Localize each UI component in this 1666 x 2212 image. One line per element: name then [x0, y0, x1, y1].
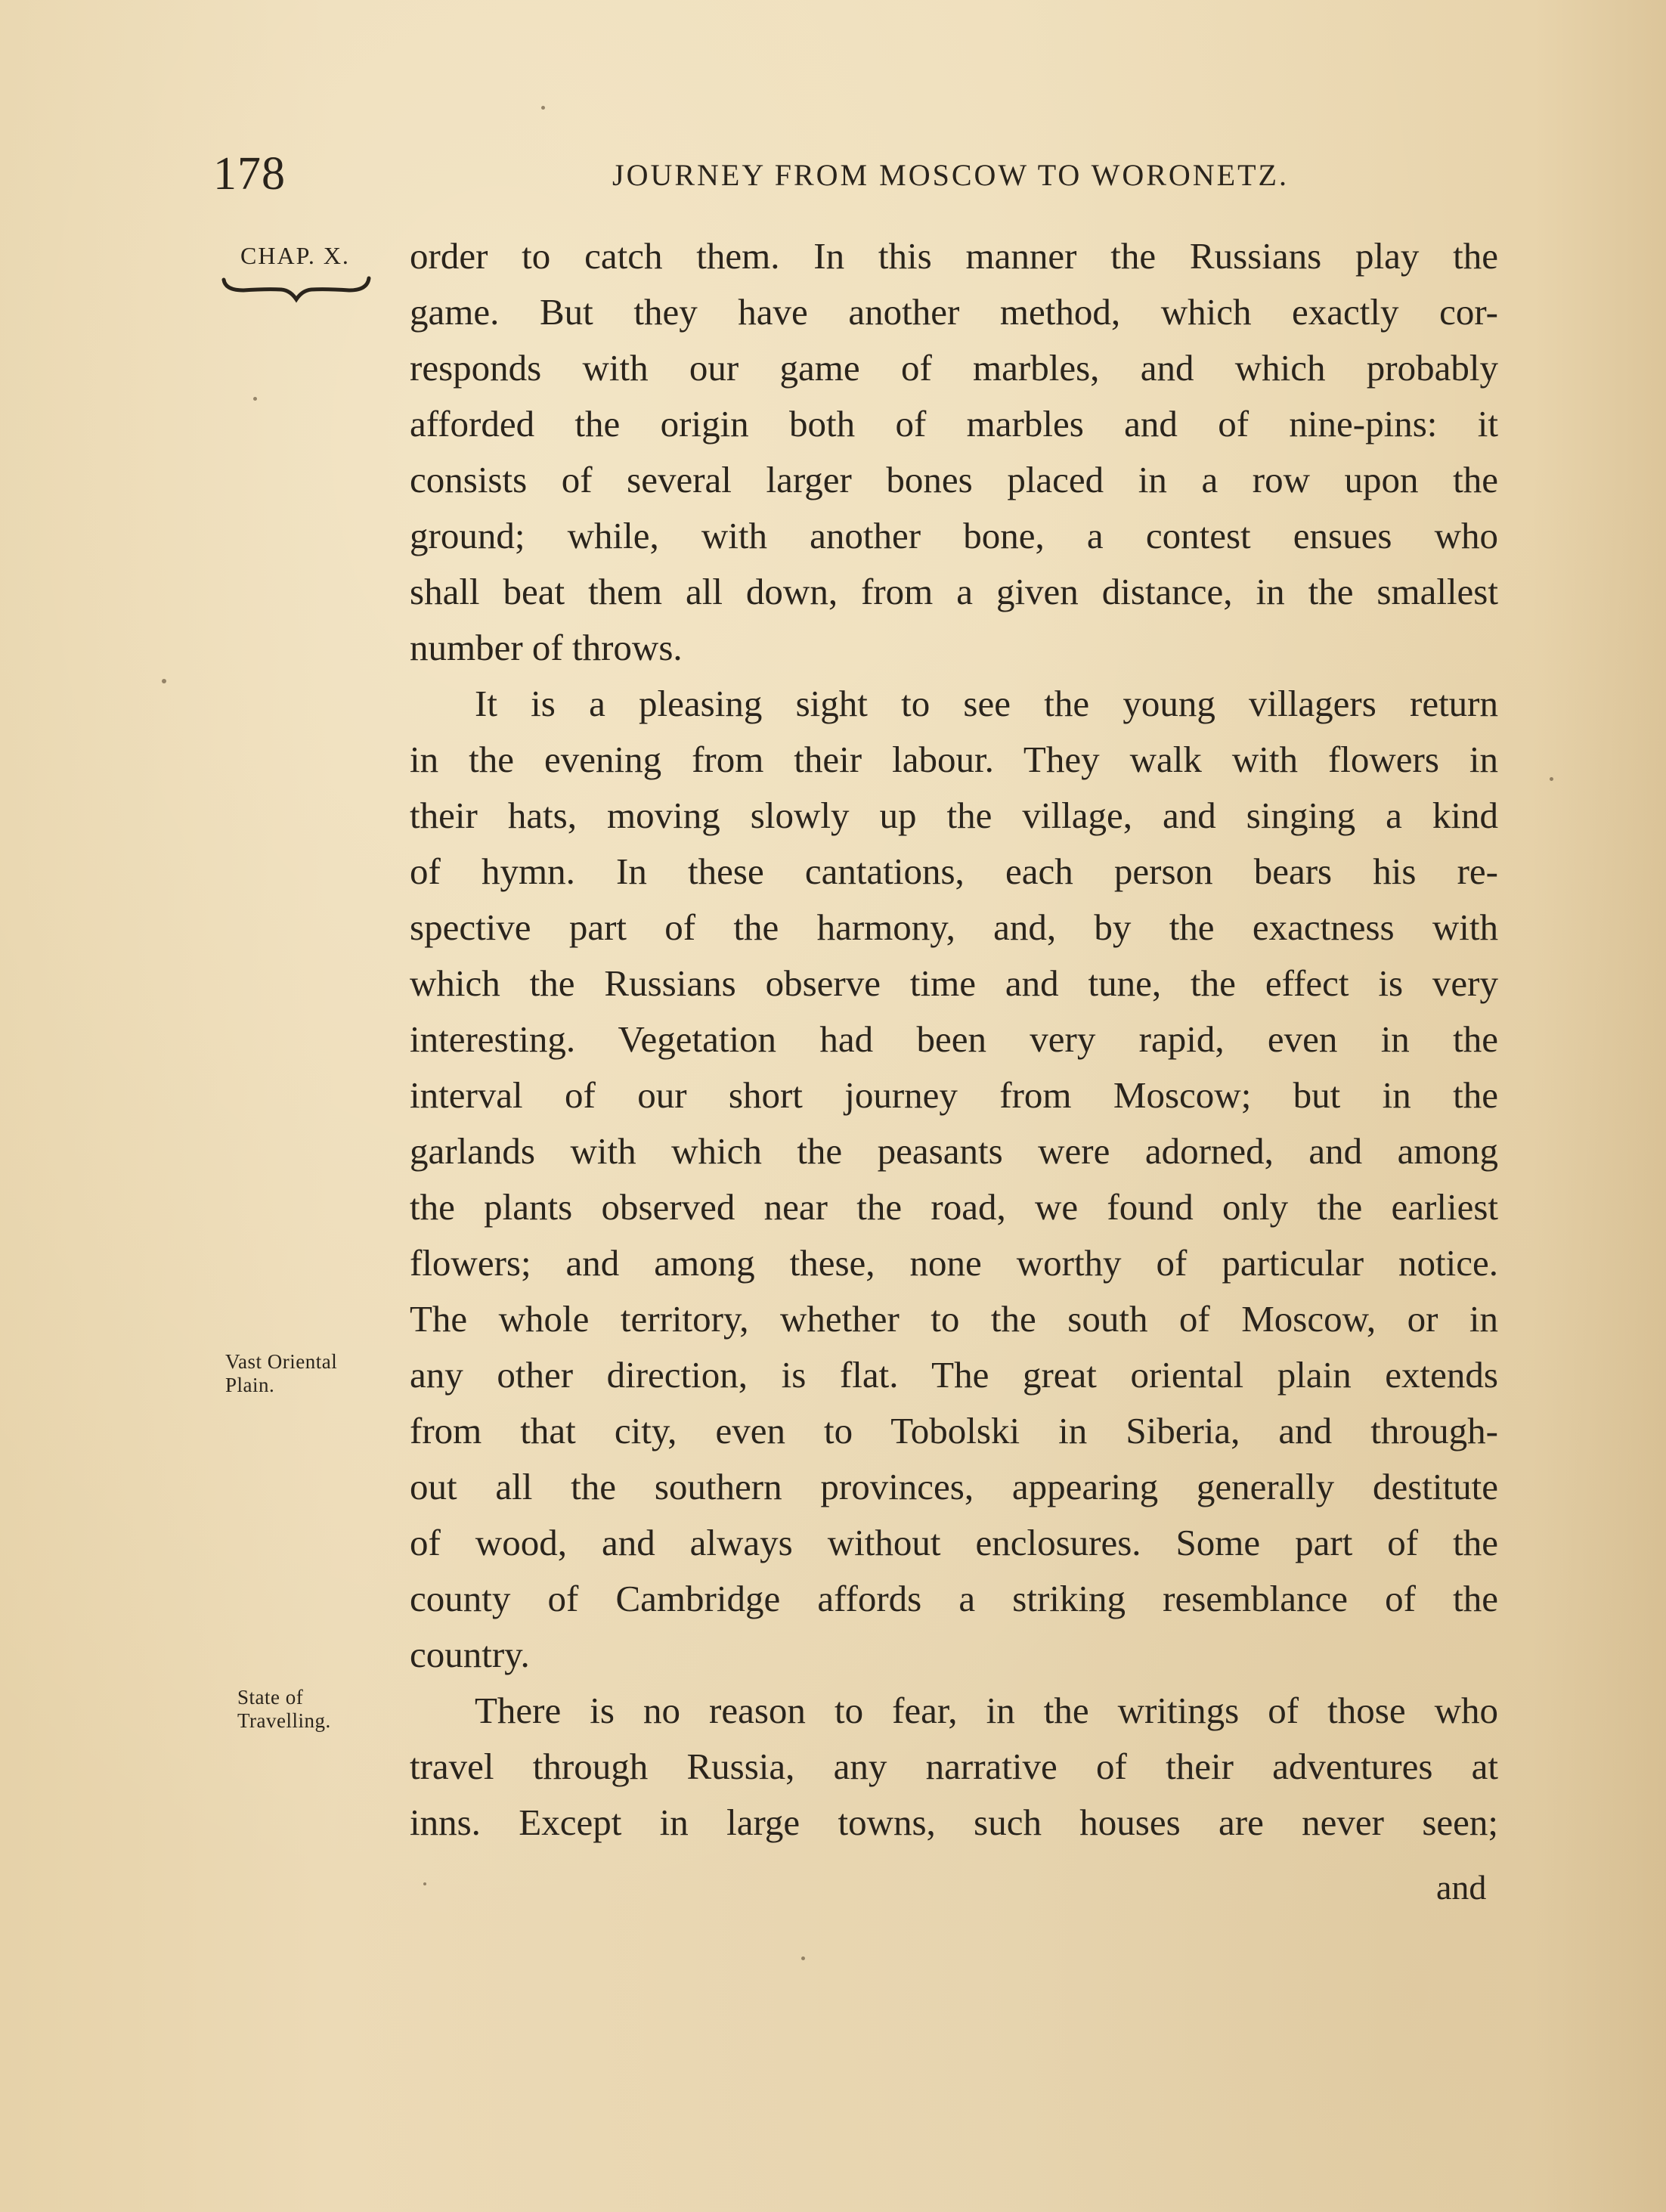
text-line: county of Cambridge affords a striking resemblance of the: [410, 1578, 1498, 1619]
paper-speck: [423, 1882, 426, 1885]
running-title: JOURNEY FROM MOSCOW TO WORONETZ.: [612, 158, 1289, 192]
paper-speck: [1550, 777, 1553, 781]
paper-speck: [541, 106, 545, 110]
paper-speck: [801, 1956, 805, 1960]
text-line: interval of our short journey from Moscow; but in the: [410, 1074, 1498, 1116]
text-line: their hats, moving slowly up the village, and singing a kind: [410, 795, 1498, 836]
text-line: consists of several larger bones placed in a row upon the: [410, 459, 1498, 500]
text-line: from that city, even to Tobolski in Siberia, and through-: [410, 1410, 1498, 1451]
catchword: and: [1436, 1868, 1487, 1907]
body-text: [410, 228, 1498, 1851]
side-note-line: Travelling.: [237, 1709, 331, 1732]
text-line: out all the southern provinces, appearing generally destitute: [410, 1466, 1498, 1507]
text-line: any other direction, is flat. The great oriental plain extends: [410, 1354, 1498, 1396]
text-line: flowers; and among these, none worthy of particular notice.: [410, 1242, 1498, 1284]
paper-speck: [162, 679, 166, 683]
side-note-line: Vast Oriental: [225, 1350, 338, 1373]
text-line: of hymn. In these cantations, each person bears his re-: [410, 850, 1498, 892]
text-line: ground; while, with another bone, a contest ensues who: [410, 515, 1498, 556]
text-line: in the evening from their labour. They walk with flowers in: [410, 739, 1498, 780]
curly-brace-ornament-icon: [221, 274, 372, 304]
side-note-vast-oriental-plain: [225, 1350, 337, 1397]
text-line: inns. Except in large towns, such houses are never seen;: [410, 1802, 1498, 1843]
text-line: It is a pleasing sight to see the young villagers return: [475, 683, 1498, 724]
chapter-label: CHAP. X.: [240, 242, 350, 269]
page-number: 178: [213, 148, 286, 200]
text-line: the plants observed near the road, we found only the earliest: [410, 1186, 1498, 1228]
paper-speck: [253, 397, 257, 401]
text-line: interesting. Vegetation had been very rapid, even in the: [410, 1018, 1498, 1060]
text-line: responds with our game of marbles, and which probably: [410, 347, 1498, 389]
text-line: spective part of the harmony, and, by the exactness with: [410, 906, 1498, 948]
text-line: number of throws.: [410, 627, 683, 668]
text-line: There is no reason to fear, in the writings of those who: [475, 1690, 1498, 1731]
text-line: garlands with which the peasants were adorned, and among: [410, 1130, 1498, 1172]
text-line: of wood, and always without enclosures. Some part of the: [410, 1522, 1498, 1563]
text-line: travel through Russia, any narrative of their adventures at: [410, 1746, 1498, 1787]
text-line: shall beat them all down, from a given distance, in the smallest: [410, 571, 1498, 612]
running-head: [0, 147, 1666, 200]
side-note-line: State of: [237, 1686, 304, 1709]
side-note-state-of-travelling: [237, 1686, 331, 1733]
text-line: which the Russians observe time and tune, the effect is very: [410, 962, 1498, 1004]
text-line: country.: [410, 1634, 530, 1675]
text-line: order to catch them. In this manner the Russians play the: [410, 235, 1498, 277]
text-line: game. But they have another method, which exactly cor-: [410, 291, 1498, 333]
side-note-line: Plain.: [225, 1374, 275, 1396]
text-line: The whole territory, whether to the south of Moscow, or in: [410, 1298, 1498, 1340]
text-line: afforded the origin both of marbles and of nine-pins: it: [410, 403, 1498, 445]
